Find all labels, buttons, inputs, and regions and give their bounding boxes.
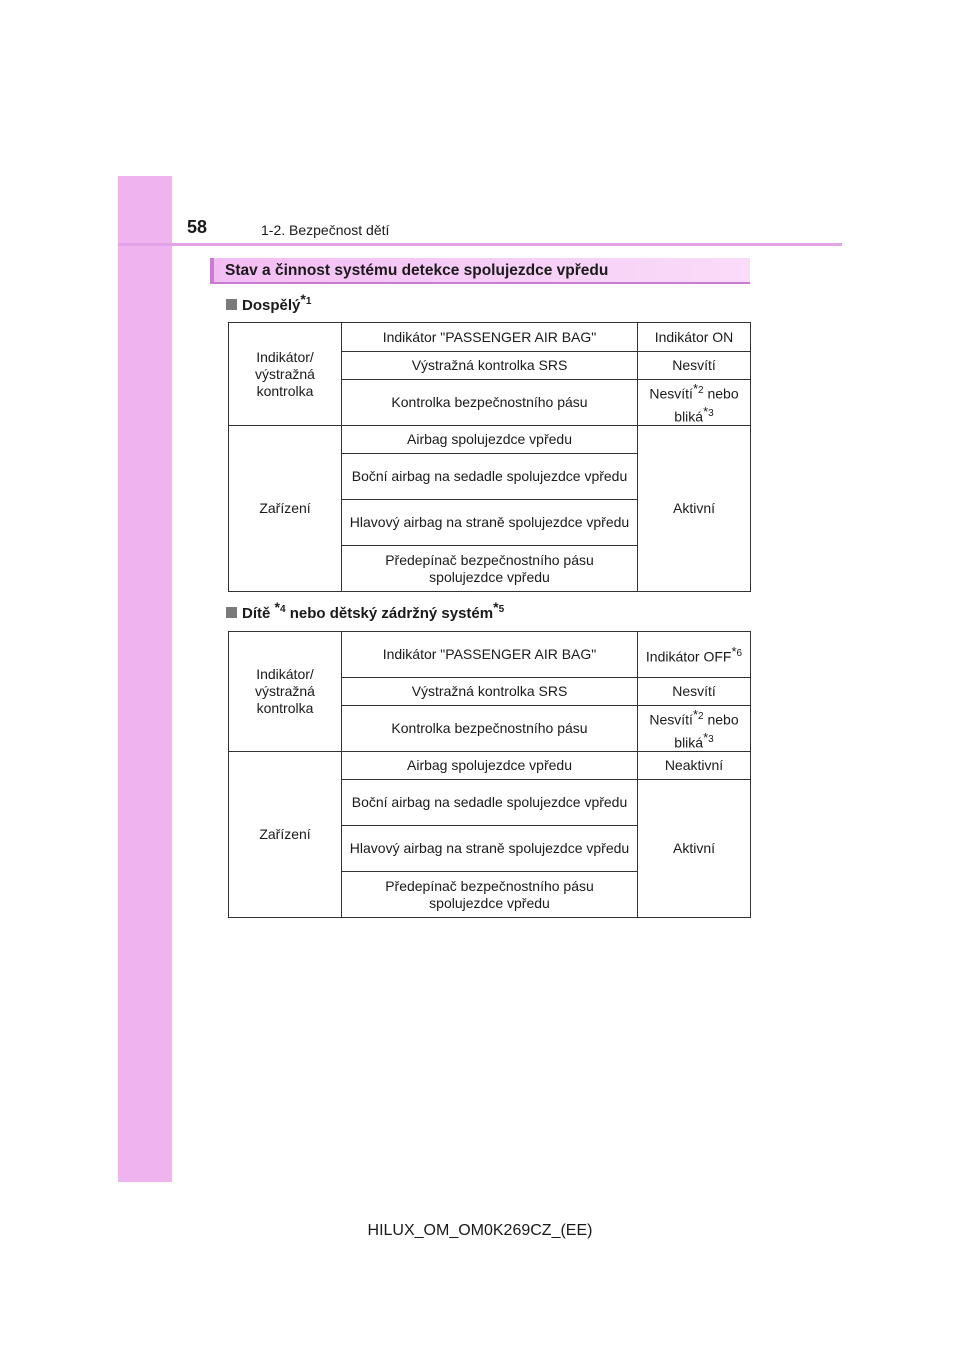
item-cell: Indikátor "PASSENGER AIR BAG" <box>342 632 638 678</box>
header-divider <box>118 243 842 246</box>
item-cell: Boční airbag na sedadle spolujezdce vpředu <box>342 780 638 826</box>
device-label-cell: Zařízení <box>229 752 342 918</box>
bullet-square-icon <box>226 299 237 310</box>
child-heading: Dítě $^{*4}$ nebo dětský zádržný systém$^{*5}$ <box>226 599 504 622</box>
table-row <box>229 323 751 352</box>
sidebar-tab <box>118 176 172 1182</box>
state-cell: Neaktivní <box>638 752 751 780</box>
indicator-label-cell: Indikátor/ výstražná kontrolka <box>229 323 342 426</box>
item-cell: Výstražná kontrolka SRS <box>342 352 638 380</box>
state-cell: Nesvítí <box>638 352 751 380</box>
item-cell: Airbag spolujezdce vpředu <box>342 426 638 454</box>
item-cell: Předepínač bezpečnostního pásu spolujezdce vpředu <box>342 546 638 592</box>
table-row <box>229 632 751 678</box>
state-cell: Nesvítí <box>638 678 751 706</box>
device-state-cell: Aktivní <box>638 780 751 918</box>
item-cell: Hlavový airbag na straně spolujezdce vpředu <box>342 826 638 872</box>
item-cell: Předepínač bezpečnostního pásu spolujezdce vpředu <box>342 872 638 918</box>
item-cell: Airbag spolujezdce vpředu <box>342 752 638 780</box>
section-breadcrumb: 1-2. Bezpečnost dětí <box>261 222 390 238</box>
adult-heading: Dospělý$^{*1}$ <box>226 291 311 314</box>
item-cell: Kontrolka bezpečnostního pásu <box>342 706 638 752</box>
state-cell: Indikátor ON <box>638 323 751 352</box>
bullet-square-icon <box>226 607 237 618</box>
adult-status-table <box>228 322 751 592</box>
table-row <box>229 426 751 454</box>
section-title: Stav a činnost systému detekce spolujezdce vpředu <box>210 258 750 284</box>
indicator-label-cell: Indikátor/ výstražná kontrolka <box>229 632 342 752</box>
item-cell: Boční airbag na sedadle spolujezdce vpředu <box>342 454 638 500</box>
state-cell: Nesvítí$^{*2}$ nebo bliká$^{*3}$ <box>638 380 751 426</box>
page-number: 58 <box>187 217 208 237</box>
document-footer: HILUX_OM_OM0K269CZ_(EE) <box>367 1222 593 1239</box>
item-cell: Hlavový airbag na straně spolujezdce vpředu <box>342 500 638 546</box>
item-cell: Výstražná kontrolka SRS <box>342 678 638 706</box>
device-label-cell: Zařízení <box>229 426 342 592</box>
state-cell: Nesvítí$^{*2}$ nebo bliká$^{*3}$ <box>638 706 751 752</box>
table-row <box>229 752 751 780</box>
state-cell: Indikátor OFF$^{*6}$ <box>638 632 751 678</box>
device-state-cell: Aktivní <box>638 426 751 592</box>
item-cell: Kontrolka bezpečnostního pásu <box>342 380 638 426</box>
child-status-table <box>228 631 751 918</box>
item-cell: Indikátor "PASSENGER AIR BAG" <box>342 323 638 352</box>
